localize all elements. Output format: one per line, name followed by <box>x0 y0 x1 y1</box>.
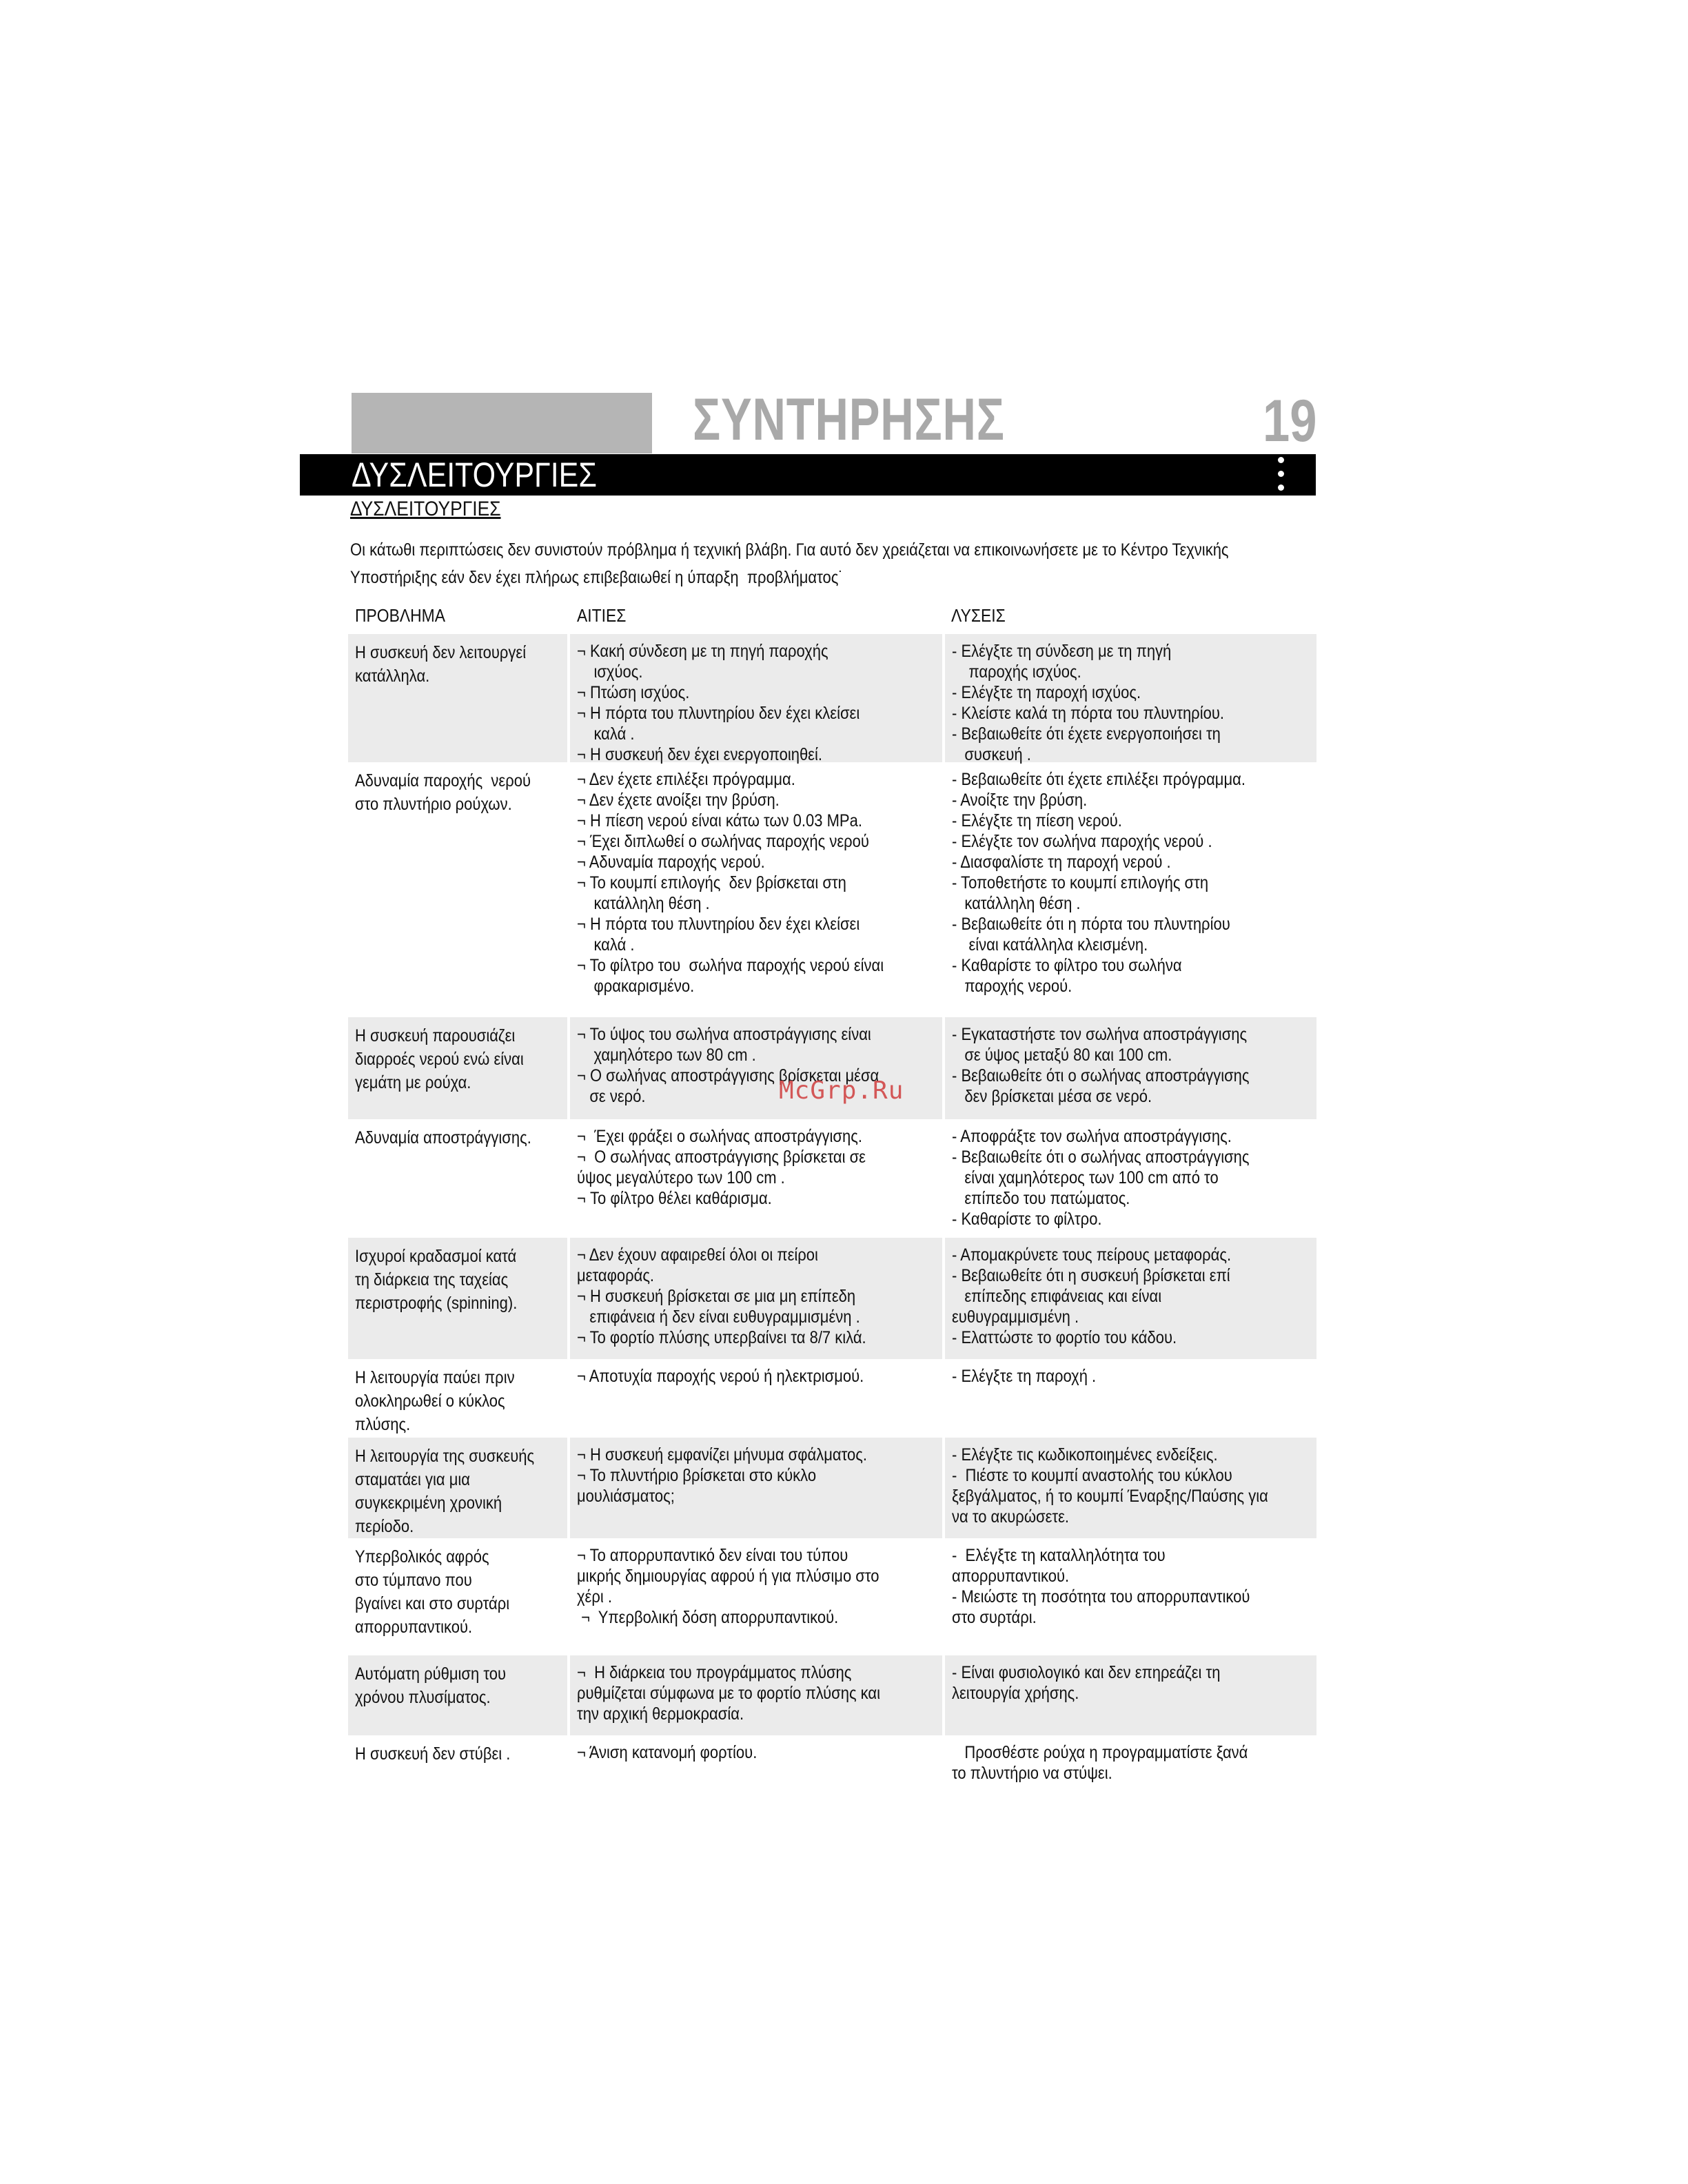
causes-cell: ¬ Δεν έχετε επιλέξει πρόγραμμα. ¬ Δεν έχετε ανοίξει την βρύση. ¬ Η πίεση νερού είναι κάτω των 0.03 MPa. ¬ Έχει διπλωθεί ο σωλήνας παροχής νερού ¬ Αδυναμία παροχής νερού. ¬ Το κουμπί επιλογής δεν βρίσκεται στη κατάλληλη θέση . ¬ Η πόρτα του πλυντηρίου δεν έχει κλείσει καλά . ¬ Το φίλτρο του σωλήνα παροχής νερού είναι φρακαρισμένο. <box>577 770 884 996</box>
subheading: ΔΥΣΛΕΙΤΟΥΡΓΙΕΣ <box>350 498 501 520</box>
table-row <box>348 762 1316 1017</box>
page-number: 19 <box>1263 388 1317 454</box>
solutions-cell: - Ελέγξτε τη καταλληλότητα του απορρυπαντικού. - Μειώστε τη ποσότητα του απορρυπαντικού στο συρτάρι. <box>952 1546 1250 1627</box>
causes-cell: ¬ Κακή σύνδεση με τη πηγή παροχής ισχύος. ¬ Πτώση ισχύος. ¬ Η πόρτα του πλυντηρίου δεν έχει κλείσει καλά . ¬ Η συσκευή δεν έχει ενεργοποιηθεί. <box>570 634 942 762</box>
header-gray-block <box>352 393 652 453</box>
problem-cell: Η συσκευή δεν λειτουργεί κατάλληλα. <box>348 634 567 762</box>
solutions-cell: - Ελέγξτε τη παροχή . <box>952 1367 1097 1386</box>
solutions-cell: - Είναι φυσιολογικό και δεν επηρεάζει τη λειτουργία χρήσης. <box>945 1655 1316 1735</box>
table-row <box>348 1538 1316 1655</box>
problem-cell: Αδυναμία αποστράγγισης. <box>355 1128 531 1147</box>
causes-cell: ¬ Άνιση κατανομή φορτίου. <box>577 1743 757 1762</box>
causes-cell: ¬ Η διάρκεια του προγράμματος πλύσης ρυθμίζεται σύμφωνα με το φορτίο πλύσης και την αρχική θερμοκρασία. <box>570 1655 942 1735</box>
problem-cell: Αδυναμία παροχής νερού στο πλυντήριο ρούχων. <box>355 771 531 814</box>
causes-cell: ¬ Αποτυχία παροχής νερού ή ηλεκτρισμού. <box>577 1367 864 1386</box>
watermark: McGrp.Ru <box>779 1076 904 1105</box>
dots-decoration <box>1277 457 1286 496</box>
causes-cell: ¬ Η συσκευή εμφανίζει μήνυμα σφάλματος. ¬ Το πλυντήριο βρίσκεται στο κύκλο μουλιάσματος; <box>570 1438 942 1538</box>
problem-cell: Η λειτουργία παύει πριν ολοκληρωθεί ο κύκλος πλύσης. <box>355 1368 515 1434</box>
intro-paragraph: Οι κάτωθι περιπτώσεις δεν συνιστούν πρόβλημα ή τεχνική βλάβη. Για αυτό δεν χρειάζεται να επικοινωνήσετε με το Κέντρο Τεχνικής Υποστήριξης εάν δεν έχει πλήρως επιβεβαιωθεί η ύπαρξη προβλήματος˙ <box>350 540 1229 587</box>
solutions-cell: - Εγκαταστήστε τον σωλήνα αποστράγγισης σε ύψος μεταξύ 80 και 100 cm. - Βεβαιωθείτε ότι ο σωλήνας αποστράγγισης δεν βρίσκεται μέσα σε νερό. <box>945 1017 1316 1119</box>
solutions-cell: Προσθέστε ρούχα η προγραμματίστε ξανά το πλυντήριο να στύψει. <box>952 1743 1248 1783</box>
column-header-solutions: ΛΥΣΕΙΣ <box>951 605 1006 626</box>
causes-cell: ¬ Το απορρυπαντικό δεν είναι του τύπου μικρής δημιουργίας αφρού ή για πλύσιμο στο χέρι . ¬ Υπερβολική δόση απορρυπαντικού. <box>577 1546 879 1627</box>
solutions-cell: - Ελέγξτε τις κωδικοποιημένες ενδείξεις. - Πιέστε το κουμπί αναστολής του κύκλου ξεβγάλματος, ή το κουμπί Έναρξης/Παύσης για να το ακυρώσετε. <box>945 1438 1316 1538</box>
table-row <box>348 1119 1316 1238</box>
table-row <box>348 1359 1316 1438</box>
problem-cell: Ισχυροί κραδασμοί κατά τη διάρκεια της ταχείας περιστροφής (spinning). <box>348 1238 567 1359</box>
section-title: ΣΥΝΤΗΡΗΣΗΣ <box>693 387 1005 453</box>
solutions-cell: - Ελέγξτε τη σύνδεση με τη πηγή παροχής ισχύος. - Ελέγξτε τη παροχή ισχύος. - Κλείστε καλά τη πόρτα του πλυντηρίου. - Βεβαιωθείτε ότι έχετε ενεργοποιήσει τη συσκευή . <box>945 634 1316 762</box>
causes-cell: ¬ Το ύψος του σωλήνα αποστράγγισης είναι χαμηλότερο των 80 cm . ¬ Ο σωλήνας αποστράγγισης βρίσκεται μέσα σε νερό. <box>570 1017 942 1119</box>
table-row <box>348 1735 1316 1797</box>
problem-cell: Η συσκευή παρουσιάζει διαρροές νερού ενώ είναι γεμάτη με ρούχα. <box>348 1017 567 1119</box>
problem-cell: Η συσκευή δεν στύβει . <box>355 1744 511 1764</box>
column-header-problem: ΠΡΟΒΛΗΜΑ <box>355 605 445 626</box>
causes-cell: ¬ Έχει φράξει ο σωλήνας αποστράγγισης. ¬ Ο σωλήνας αποστράγγισης βρίσκεται σε ύψος μεγαλύτερο των 100 cm . ¬ Το φίλτρο θέλει καθάρισμα. <box>577 1127 866 1208</box>
table-row <box>348 1238 1316 1359</box>
solutions-cell: - Απομακρύνετε τους πείρους μεταφοράς. - Βεβαιωθείτε ότι η συσκευή βρίσκεται επί επίπεδης επιφάνειας και είναι ευθυγραμμισμένη . - Ελαττώστε το φορτίο του κάδου. <box>945 1238 1316 1359</box>
bar-title: ΔΥΣΛΕΙΤΟΥΡΓΙΕΣ <box>352 456 597 494</box>
solutions-cell: - Αποφράξτε τον σωλήνα αποστράγγισης. - Βεβαιωθείτε ότι ο σωλήνας αποστράγγισης είναι χαμηλότερος των 100 cm από το επίπεδο του πατώματος. - Καθαρίστε το φίλτρο. <box>952 1127 1250 1229</box>
table-row <box>348 634 1316 762</box>
table-row <box>348 1438 1316 1538</box>
column-header-causes: ΑΙΤΙΕΣ <box>577 605 627 626</box>
solutions-cell: - Βεβαιωθείτε ότι έχετε επιλέξει πρόγραμμα. - Ανοίξτε την βρύση. - Ελέγξτε τη πίεση νερού. - Ελέγξτε τον σωλήνα παροχής νερού . - Διασφαλίστε τη παροχή νερού . - Τοποθετήστε το κουμπί επιλογής στη κατάλληλη θέση . - Βεβαιωθείτε ότι η πόρτα του πλυντηρίου είναι κατάλληλα κλεισμένη. - Καθαρίστε το φίλτρο του σωλήνα παροχής νερού. <box>952 770 1245 996</box>
table-row <box>348 1655 1316 1735</box>
causes-cell: ¬ Δεν έχουν αφαιρεθεί όλοι οι πείροι μεταφοράς. ¬ Η συσκευή βρίσκεται σε μια μη επίπεδη επιφάνεια ή δεν είναι ευθυγραμμισμένη . ¬ Το φορτίο πλύσης υπερβαίνει τα 8/7 κιλά. <box>570 1238 942 1359</box>
problem-cell: Η λειτουργία της συσκευής σταματάει για μια συγκεκριμένη χρονική περίοδο. <box>348 1438 567 1538</box>
problem-cell: Υπερβολικός αφρός στο τύμπανο που βγαίνει και στο συρτάρι απορρυπαντικού. <box>355 1547 510 1637</box>
problem-cell: Αυτόματη ρύθμιση του χρόνου πλυσίματος. <box>348 1655 567 1735</box>
